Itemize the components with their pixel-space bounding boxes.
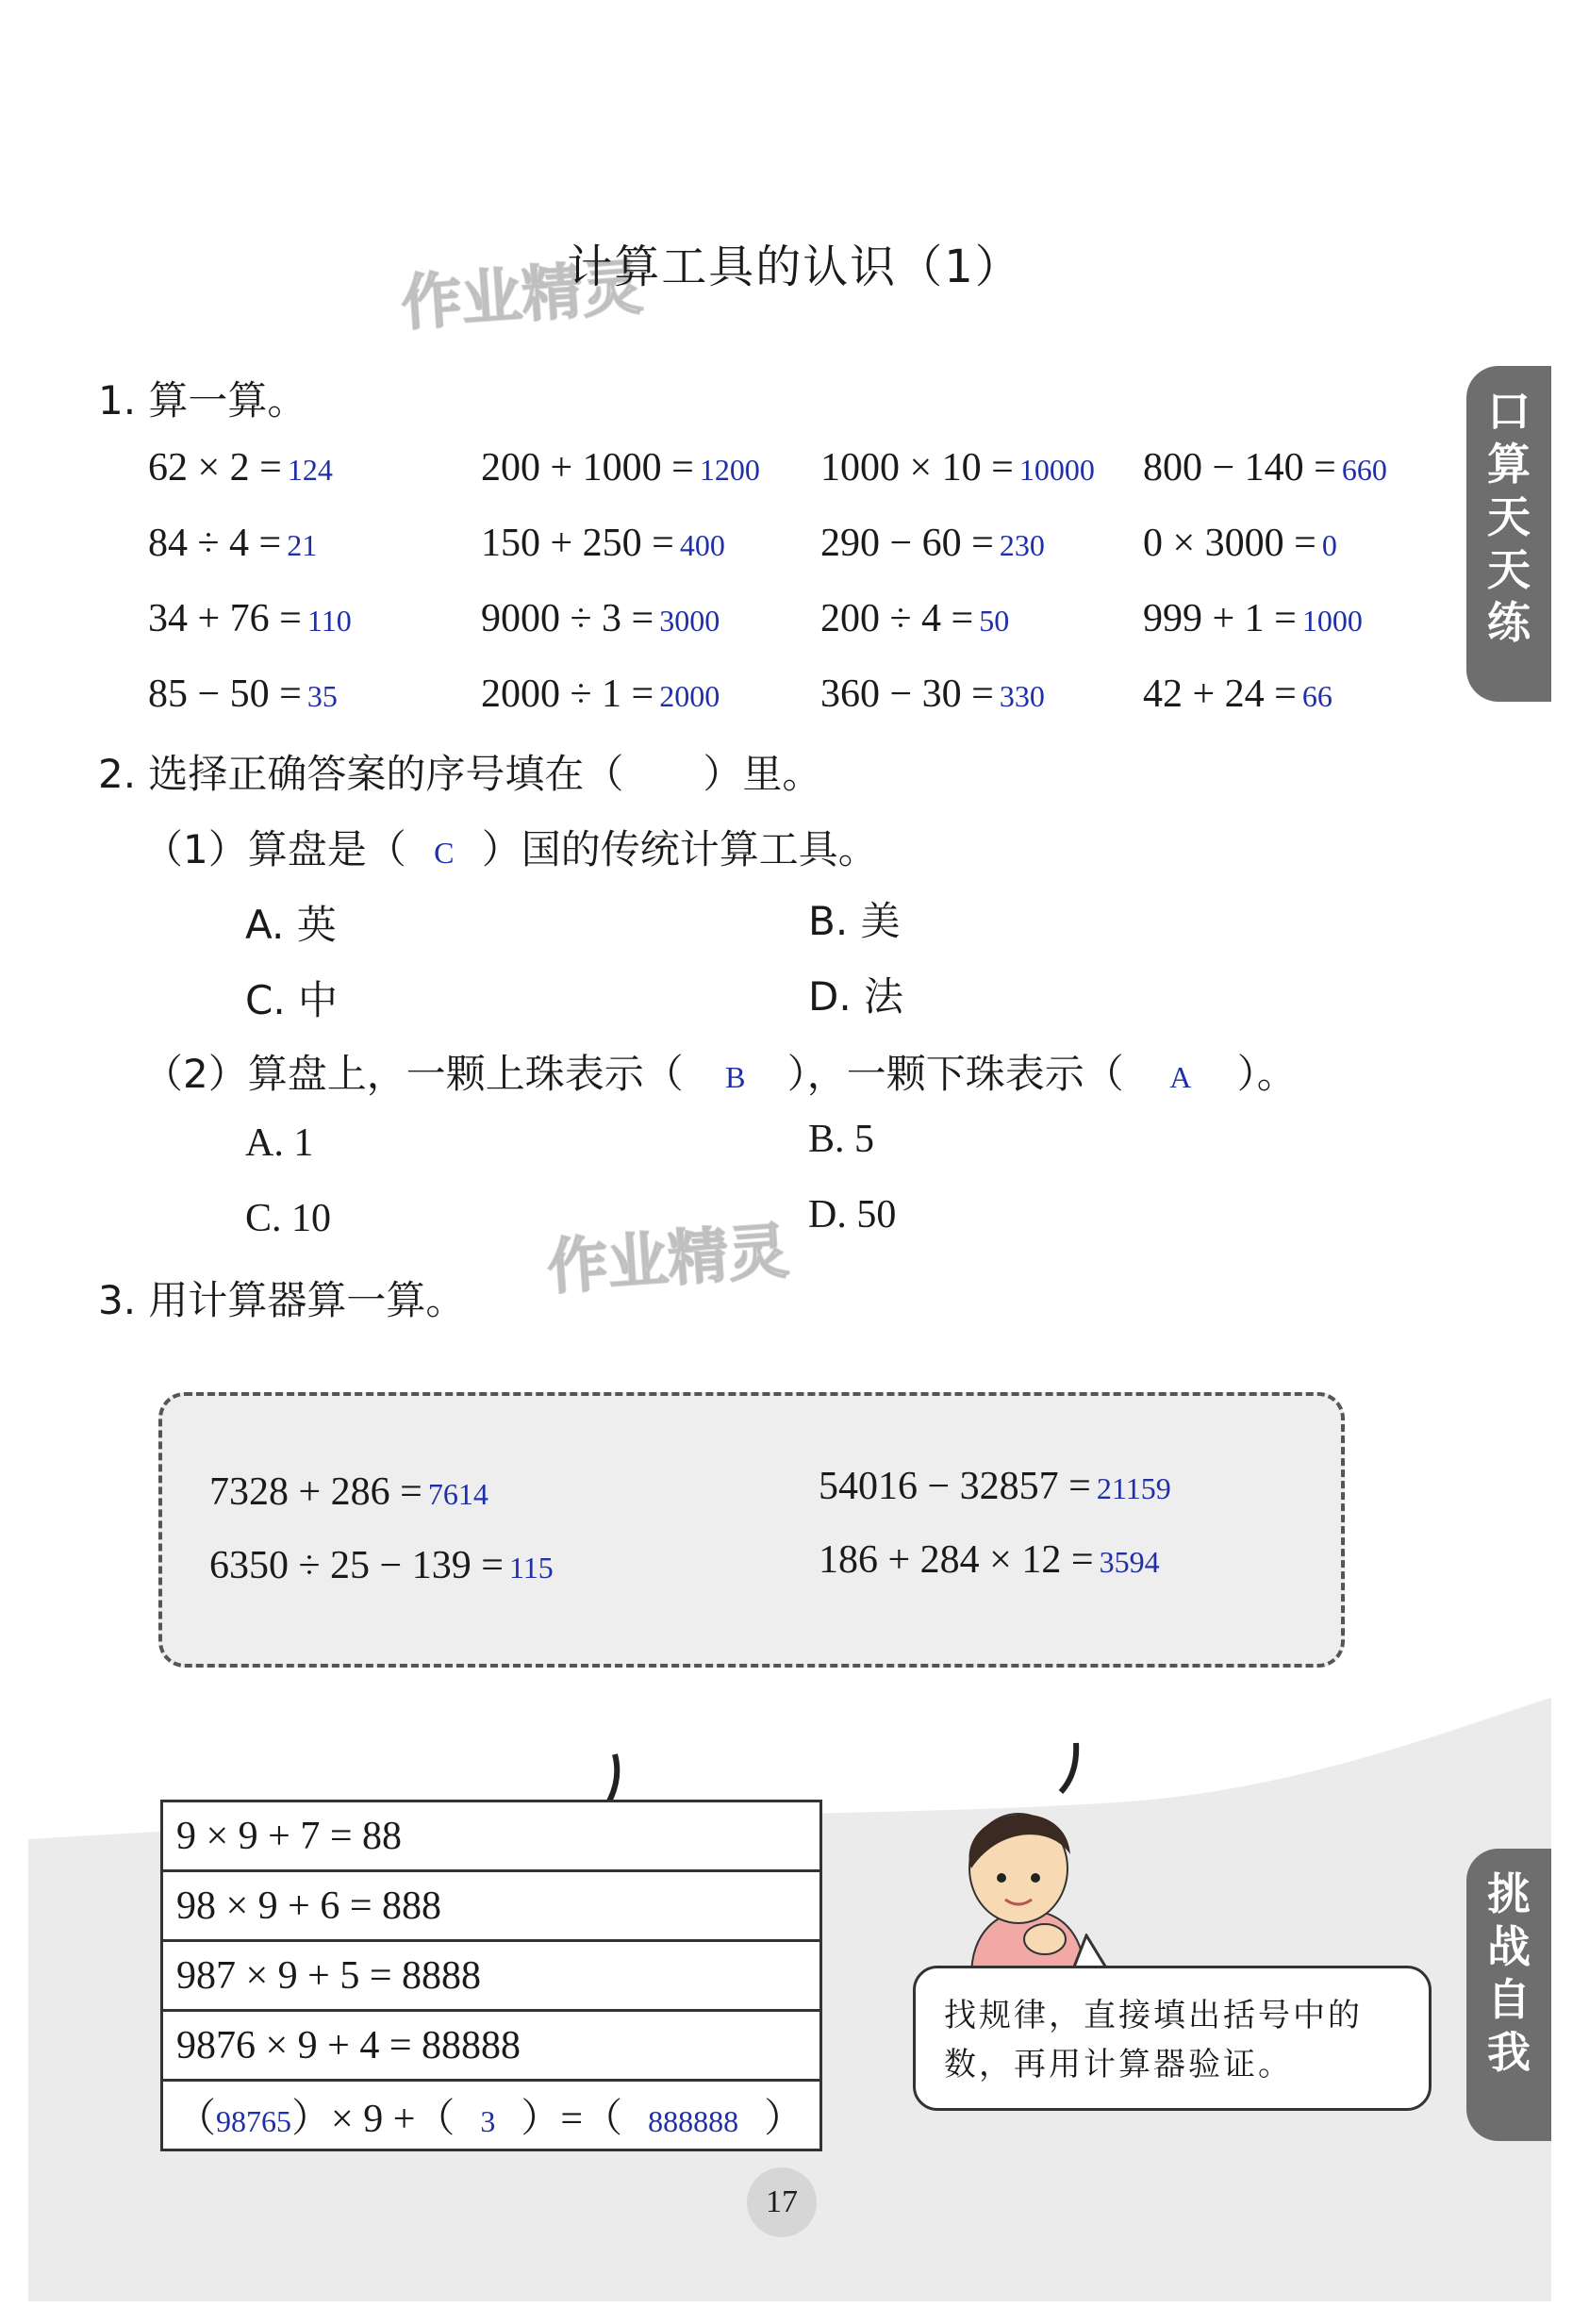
expr: 34 + 76 = <box>148 597 302 640</box>
q3-item <box>209 1469 488 1515</box>
tab-char: 天 <box>1487 491 1531 542</box>
answer: 35 <box>306 679 338 713</box>
q2-sub1-pre: （1）算盘是（ <box>143 826 406 872</box>
tab-char: 自 <box>1487 1974 1531 2025</box>
q1-item <box>1143 521 1337 566</box>
answer: 330 <box>999 679 1045 713</box>
pattern-cell: 987 × 9 + 5 = 8888 <box>162 1941 821 2011</box>
answer: 10000 <box>1018 453 1095 487</box>
tab-char: 挑 <box>1487 1868 1531 1919</box>
q2-sub1-answer: C <box>434 836 455 870</box>
answer: 110 <box>306 604 352 638</box>
answer: 2000 <box>659 679 720 713</box>
table-row <box>162 1871 821 1941</box>
expr: 0 × 3000 = <box>1143 522 1316 565</box>
q2-sub1-option-d: D. 法 <box>808 973 904 1020</box>
expr: 1000 × 10 = <box>820 446 1014 490</box>
table-row <box>162 2081 821 2150</box>
q1-item <box>481 445 760 490</box>
tab-char: 练 <box>1487 597 1531 648</box>
q2-sub2-option-c: C. 10 <box>245 1197 332 1240</box>
q1-item <box>820 445 1095 490</box>
answer: 1200 <box>699 453 760 487</box>
tab-char: 战 <box>1487 1921 1531 1972</box>
answer: 115 <box>508 1551 554 1585</box>
calculator-exercise-box <box>158 1392 1345 1668</box>
answer: 50 <box>979 604 1010 638</box>
expr: 200 ÷ 4 = <box>820 597 974 640</box>
tab-char: 天 <box>1487 544 1531 595</box>
answer: 400 <box>679 528 725 562</box>
q3-item <box>819 1537 1160 1583</box>
expr: 2000 ÷ 1 = <box>481 672 654 716</box>
answer: 3000 <box>659 604 720 638</box>
q2-sub2 <box>143 1043 1297 1100</box>
q3-item <box>209 1543 554 1588</box>
q1-item <box>1143 596 1363 641</box>
expr: 6350 ÷ 25 − 139 = <box>209 1544 504 1587</box>
q2-sub2-option-b: B. 5 <box>808 1118 875 1161</box>
expr: 84 ÷ 4 = <box>148 522 282 565</box>
q3-heading: 3. 用计算器算一算。 <box>98 1277 466 1323</box>
q2-sub1-option-a: A. 英 <box>245 902 337 948</box>
expr: 290 − 60 = <box>820 522 994 565</box>
watermark-top: 作业精灵 <box>399 253 645 340</box>
watermark-middle: 作业精灵 <box>545 1217 791 1303</box>
pattern-table <box>160 1800 822 2151</box>
pattern-cell: 98 × 9 + 6 = 888 <box>162 1871 821 1941</box>
tab-char: 我 <box>1487 2027 1531 2078</box>
tab-challenge <box>1466 1849 1551 2141</box>
q1-item <box>820 672 1045 717</box>
q2-sub2-post: ）。 <box>1236 1051 1297 1097</box>
answer: 3594 <box>1099 1545 1160 1579</box>
paren: （ <box>176 2097 217 2141</box>
q3-item <box>819 1464 1171 1509</box>
q2-sub2-mid: ），一颗下珠表示（ <box>786 1051 1124 1097</box>
q1-heading: 1. 算一算。 <box>98 377 307 423</box>
bubble-line-2: 数，再用计算器验证。 <box>944 2046 1293 2083</box>
page-number: 17 <box>747 2167 817 2237</box>
page-title: 计算工具的认识（1） <box>567 241 1022 293</box>
pattern-cell-answer <box>162 2081 821 2150</box>
table-row <box>162 1801 821 1871</box>
q2-sub1 <box>143 819 878 875</box>
q2-sub2-option-d: D. 50 <box>808 1193 897 1237</box>
expr: 360 − 30 = <box>820 672 994 716</box>
paren: ） <box>764 2097 804 2141</box>
q2-sub1-option-c: C. 中 <box>245 977 339 1023</box>
paren: ）=（ <box>521 2097 623 2141</box>
pattern-cell: 9876 × 9 + 4 = 88888 <box>162 2011 821 2081</box>
answer: 660 <box>1341 453 1387 487</box>
tab-char: 口 <box>1487 386 1531 437</box>
q2-sub2-option-a: A. 1 <box>245 1121 314 1165</box>
expr: 42 + 24 = <box>1143 672 1297 716</box>
answer-b: 3 <box>480 2103 496 2138</box>
expr: 9000 ÷ 3 = <box>481 597 654 640</box>
speech-bubble <box>913 1966 1432 2111</box>
expr: 7328 + 286 = <box>209 1470 422 1514</box>
q2-sub1-option-b: B. 美 <box>808 898 901 944</box>
q2-sub1-post: ）国的传统计算工具。 <box>481 826 878 872</box>
expr: 54016 − 32857 = <box>819 1465 1091 1508</box>
q2-sub2-answer1: B <box>725 1060 746 1094</box>
q1-item <box>148 445 333 490</box>
q1-item <box>1143 445 1387 490</box>
paren: ）× 9 +（ <box>291 2097 455 2141</box>
table-row <box>162 2011 821 2081</box>
expr: 800 − 140 = <box>1143 446 1336 490</box>
q1-item <box>1143 672 1332 717</box>
expr: 999 + 1 = <box>1143 597 1297 640</box>
answer: 230 <box>999 528 1045 562</box>
q1-item <box>820 596 1009 641</box>
q2-heading: 2. 选择正确答案的序号填在（ ）里。 <box>98 751 822 797</box>
answer: 0 <box>1321 528 1337 562</box>
tab-char: 算 <box>1487 439 1531 490</box>
answer: 124 <box>287 453 333 487</box>
q1-item <box>148 521 317 566</box>
expr: 150 + 250 = <box>481 522 674 565</box>
expr: 200 + 1000 = <box>481 446 694 490</box>
q1-item <box>481 521 725 566</box>
bubble-line-1: 找规律，直接填出括号中的 <box>944 1997 1363 2034</box>
answer-a: 98765 <box>216 2103 292 2138</box>
q1-item <box>148 596 352 641</box>
tab-oral-practice <box>1466 366 1551 702</box>
table-row <box>162 1941 821 2011</box>
expr: 62 × 2 = <box>148 446 282 490</box>
answer: 7614 <box>427 1477 488 1511</box>
answer: 21 <box>287 528 318 562</box>
q1-item <box>481 596 720 641</box>
q2-sub2-answer2: A <box>1169 1060 1192 1094</box>
answer-c: 888888 <box>648 2103 739 2138</box>
q2-sub2-pre: （2）算盘上，一颗上珠表示（ <box>143 1051 684 1097</box>
pattern-cell: 9 × 9 + 7 = 88 <box>162 1801 821 1871</box>
expr: 85 − 50 = <box>148 672 302 716</box>
q1-item <box>148 672 338 717</box>
answer: 21159 <box>1096 1471 1171 1505</box>
q1-item <box>820 521 1045 566</box>
answer: 66 <box>1301 679 1332 713</box>
q1-item <box>481 672 720 717</box>
answer: 1000 <box>1301 604 1363 638</box>
expr: 186 + 284 × 12 = <box>819 1538 1094 1582</box>
